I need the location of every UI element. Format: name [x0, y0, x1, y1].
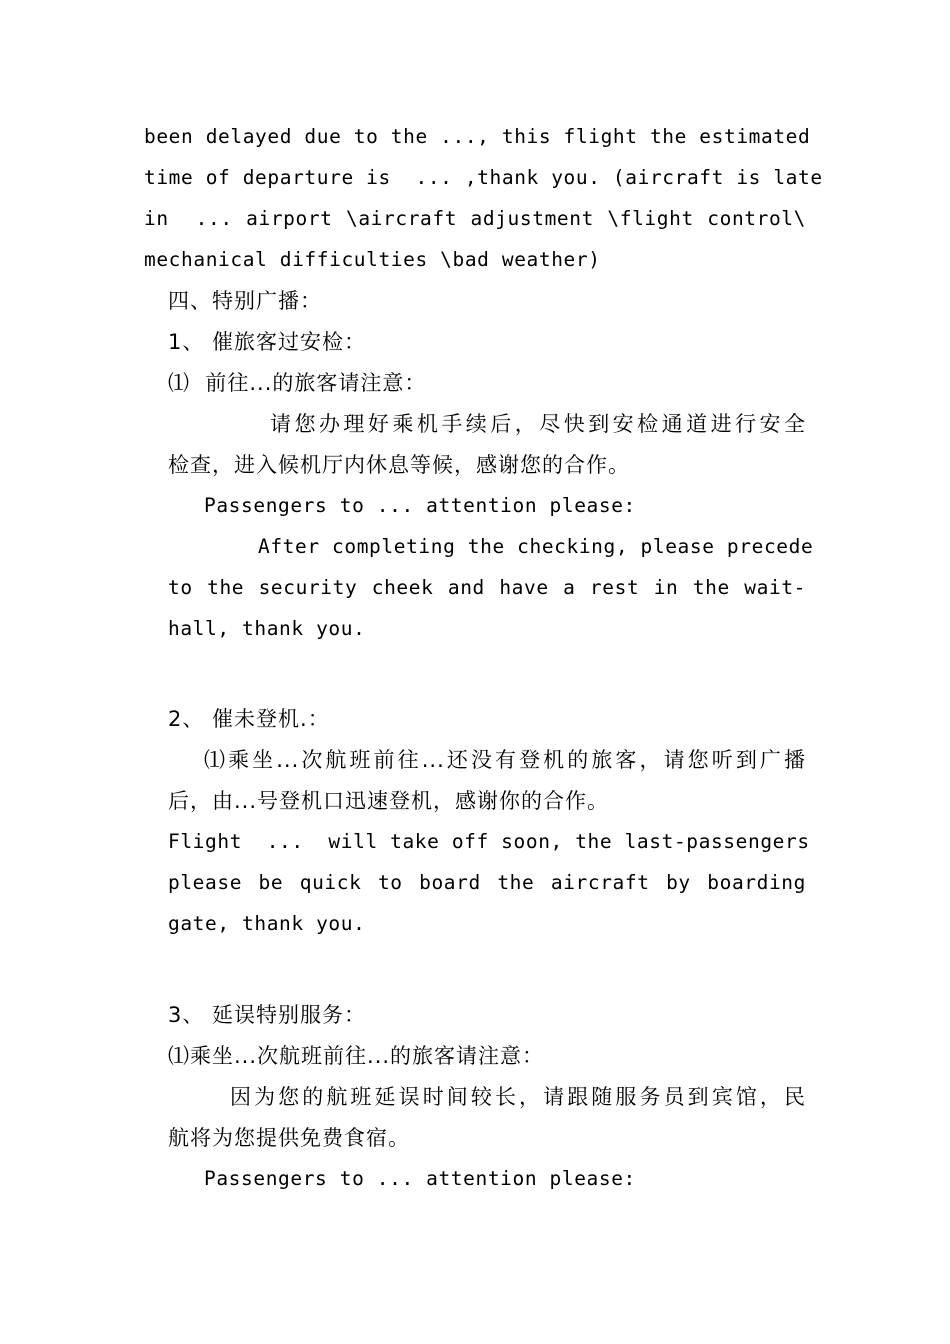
announcement-line-en: Flight ... will take off soon, the last-passengers — [168, 830, 810, 853]
announcement-line: 后，由...号登机口迅速登机，感谢你的合作。 — [168, 789, 610, 813]
announcement-line-en: gate, thank you. — [168, 912, 366, 935]
announcement-title-en: Passengers to ... attention please: — [204, 1167, 636, 1190]
announcement-line: 检查，进入候机厅内休息等候，感谢您的合作。 — [168, 453, 630, 477]
item-title: ⑴乘坐...次航班前往...的旅客请注意： — [168, 1044, 545, 1068]
announcement-line: 因为您的航班延误时间较长，请跟随服务员到宾馆，民 — [230, 1085, 806, 1109]
announcement-line-en: hall, thank you. — [168, 617, 366, 640]
subsection-heading: 1、 催旅客过安检： — [168, 330, 367, 354]
item-title: ⑴ 前往...的旅客请注意： — [168, 371, 427, 395]
paragraph-line: time of departure is ... ,thank you. (aircraft is late — [144, 166, 823, 189]
section-heading: 四、特别广播： — [168, 289, 322, 313]
announcement-line-en: please be quick to board the aircraft by boarding — [168, 871, 806, 894]
subsection-heading: 3、 延误特别服务： — [168, 1003, 367, 1027]
announcement-line: 航将为您提供免费食宿。 — [168, 1126, 410, 1150]
paragraph-line: in ... airport \aircraft adjustment \flight control\ — [144, 207, 806, 230]
paragraph-line: mechanical difficulties \bad weather) — [144, 248, 601, 271]
announcement-line-en: After completing the checking, please precede — [258, 535, 814, 558]
announcement-title-en: Passengers to ... attention please: — [204, 494, 636, 517]
announcement-line: ⑴乘坐...次航班前往...还没有登机的旅客，请您听到广播 — [204, 748, 806, 772]
announcement-line: 请您办理好乘机手续后，尽快到安检通道进行安全 — [270, 412, 806, 436]
paragraph-line: been delayed due to the ..., this flight the estimated — [144, 125, 811, 148]
announcement-line-en: to the security cheek and have a rest in the wait- — [168, 576, 806, 599]
subsection-heading: 2、 催未登机.： — [168, 707, 330, 731]
